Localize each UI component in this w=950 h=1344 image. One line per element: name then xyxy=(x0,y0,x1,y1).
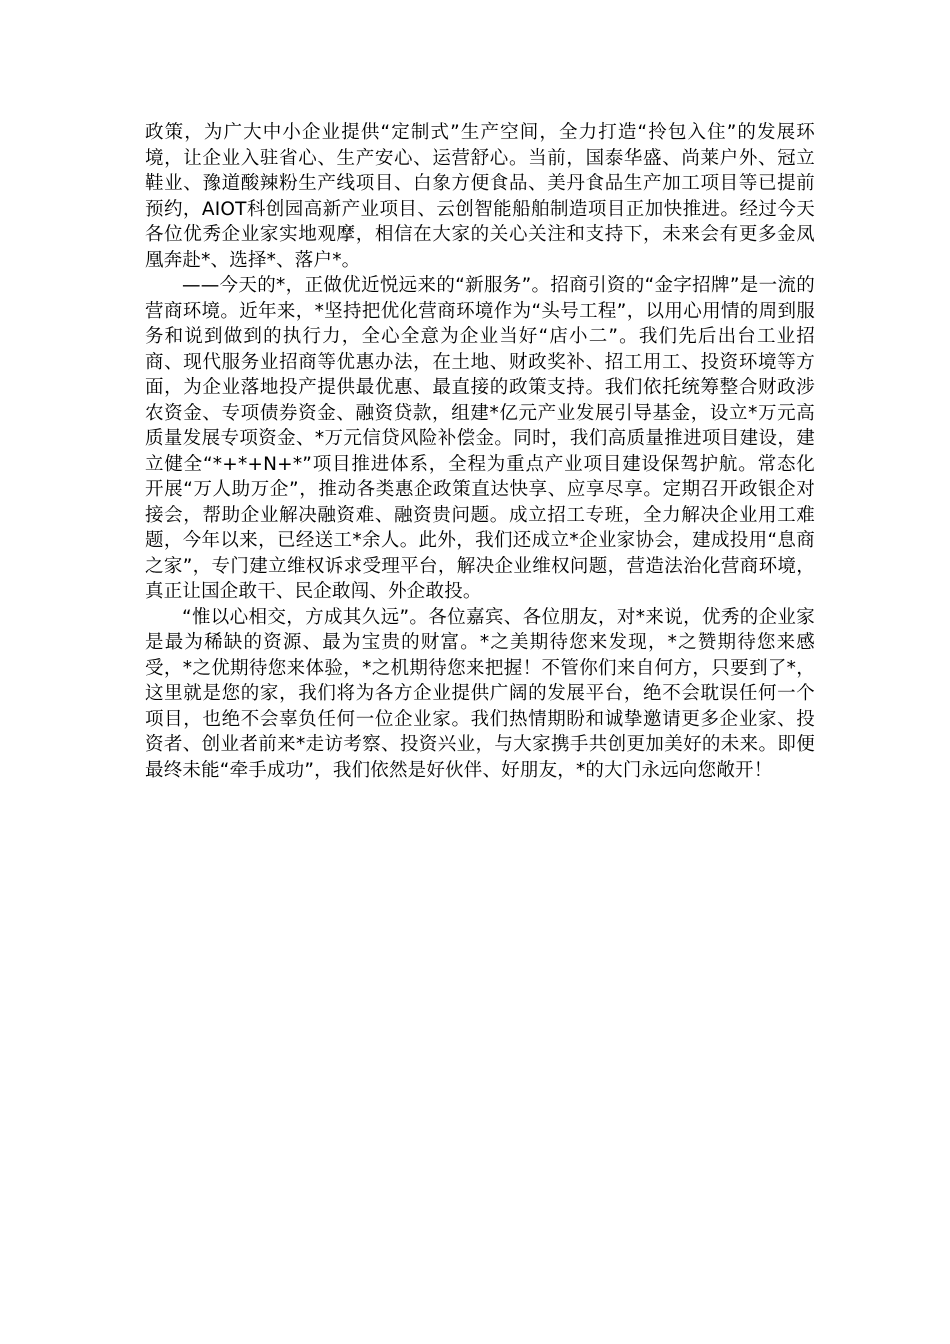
document-body xyxy=(145,120,815,783)
paragraph-2: ——今天的*，正做优近悦远来的“新服务”。招商引资的“金字招牌”是一流的营商环境。近年来，*坚持把优化营商环境作为“头号工程”，以用心用情的周到服务和说到做到的执行力，全心全意为企业当好“店小二”。我们先后出台工业招商、现代服务业招商等优惠办法，在土地、财政奖补、招工用工、投资环境等方面，为企业落地投产提供最优惠、最直接的政策支持。我们依托统筹整合财政涉农资金、专项债券资金、融资贷款，组建*亿元产业发展引导基金，设立*万元高质量发展专项资金、*万元信贷风险补偿金。同时，我们高质量推进项目建设，建立健全“*+*+N+*”项目推进体系，全程为重点产业项目建设保驾护航。常态化开展“万人助万企”，推动各类惠企政策直达快享、应享尽享。定期召开政银企对接会，帮助企业解决融资难、融资贵问题。成立招工专班，全力解决企业用工难题，今年以来，已经送工*余人。此外，我们还成立*企业家协会，建成投用“息商之家”，专门建立维权诉求受理平台，解决企业维权问题，营造法治化营商环境，真正让国企敢干、民企敢闯、外企敢投。 xyxy=(145,275,815,602)
paragraph-3: “惟以心相交，方成其久远”。各位嘉宾、各位朋友，对*来说，优秀的企业家是最为稀缺的资源、最为宝贵的财富。*之美期待您来发现，*之赞期待您来感受，*之优期待您来体验，*之机期待您来把握！不管你们来自何方，只要到了*，这里就是您的家，我们将为各方企业提供广阔的发展平台，绝不会耽误任何一个项目，也绝不会辜负任何一位企业家。我们热情期盼和诚挚邀请更多企业家、投资者、创业者前来*走访考察、投资兴业，与大家携手共创更加美好的未来。即便最终未能“牵手成功”，我们依然是好伙伴、好朋友，*的大门永远向您敞开！ xyxy=(145,606,815,781)
paragraph-1: 政策，为广大中小企业提供“定制式”生产空间，全力打造“拎包入住”的发展环境，让企业入驻省心、生产安心、运营舒心。当前，国泰华盛、尚莱户外、冠立鞋业、豫道酸辣粉生产线项目、白象方便食品、美丹食品生产加工项目等已提前预约，AIOT科创园高新产业项目、云创智能船舶制造项目正加快推进。经过今天各位优秀企业家实地观摩，相信在大家的关心关注和支持下，未来会有更多金凤凰奔赴*、选择*、落户*。 xyxy=(145,122,815,271)
